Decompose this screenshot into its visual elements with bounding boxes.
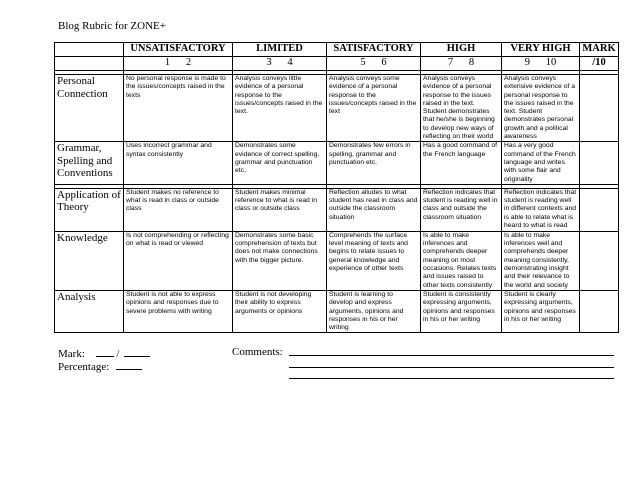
percentage-blank[interactable] bbox=[116, 359, 142, 370]
cell-mark[interactable] bbox=[580, 142, 619, 184]
cell-high: Student is consistently expressing arguments, opinions and responses in his or her writing bbox=[421, 290, 502, 332]
cell-very-high: Has a very good command of the French language and writes with some flair and originality bbox=[502, 142, 580, 184]
comments-label: Comments: bbox=[232, 346, 283, 358]
level-unsatisfactory: 1 2 bbox=[124, 57, 233, 71]
comment-line[interactable] bbox=[289, 367, 614, 368]
cell-high: Analysis conveys evidence of a personal response to the issues raised in the text. Student demonstrates that he/she is beginning to develop new ways of reflecting on their world bbox=[421, 75, 502, 142]
cell-high: Is able to make inferences and comprehends deeper meaning on most occasions. Relates texts and issues raised to other texts consistently bbox=[421, 231, 502, 290]
cell-very-high: Is able to make inferences well and comprehends deeper meaning consistently, demonstrating insight and their relevance to the world and society bbox=[502, 231, 580, 290]
cell-high: Has a good command of the French language bbox=[421, 142, 502, 184]
corner-cell bbox=[55, 43, 124, 57]
mark-score-blank[interactable] bbox=[96, 346, 114, 357]
comment-line[interactable] bbox=[289, 378, 614, 379]
header-satisfactory: SATISFACTORY bbox=[327, 43, 421, 57]
levels-row bbox=[55, 57, 619, 71]
criterion-application-of-theory: Application of Theory bbox=[55, 188, 124, 231]
cell-limited: Student makes minimal reference to what is read in class or outside class bbox=[233, 188, 327, 231]
cell-satisfactory: Comprehends the surface level meaning of texts and begins to relate issues to general knowledge and experience of other texts bbox=[327, 231, 421, 290]
cell-very-high: Student is clearly expressing arguments, opinions and responses in his or her writing bbox=[502, 290, 580, 332]
cell-limited: Student is not developing their ability to express arguments or opinions bbox=[233, 290, 327, 332]
table-row bbox=[55, 231, 619, 290]
percentage-label: Percentage: bbox=[58, 361, 110, 373]
header-row bbox=[55, 43, 619, 57]
mark-label: Mark: bbox=[58, 348, 85, 360]
table-row bbox=[55, 75, 619, 142]
cell-very-high: Analysis conveys extensive evidence of a personal response to the issues raised in the text. Student demonstrates personal growth and a political awareness bbox=[502, 75, 580, 142]
comment-line[interactable] bbox=[289, 355, 614, 356]
header-high: HIGH bbox=[421, 43, 502, 57]
criterion-personal-connection: Personal Connection bbox=[55, 75, 124, 142]
header-mark: MARK bbox=[580, 43, 619, 57]
mark-line bbox=[58, 346, 150, 360]
cell-mark[interactable] bbox=[580, 231, 619, 290]
cell-unsatisfactory: Student makes no reference to what is read in class or outside class bbox=[124, 188, 233, 231]
cell-limited: Analysis conveys little evidence of a personal response to the issues/concepts raised in the text. bbox=[233, 75, 327, 142]
header-unsatisfactory: UNSATISFACTORY bbox=[124, 43, 233, 57]
level-mark: /10 bbox=[580, 57, 619, 71]
header-very-high: VERY HIGH bbox=[502, 43, 580, 57]
levels-corner-cell bbox=[55, 57, 124, 71]
level-limited: 3 4 bbox=[233, 57, 327, 71]
criterion-knowledge: Knowledge bbox=[55, 231, 124, 290]
cell-unsatisfactory: Is not comprehending or reflecting on what is read or viewed bbox=[124, 231, 233, 290]
cell-unsatisfactory: Student is not able to express opinions and responses due to severe problems with writing bbox=[124, 290, 233, 332]
page-title: Blog Rubric for ZONE+ bbox=[58, 20, 166, 32]
rubric-table bbox=[54, 42, 619, 333]
cell-high: Reflection indicates that student is reading well in class and outside the classroom situation bbox=[421, 188, 502, 231]
cell-limited: Demonstrates some basic comprehension of texts but does not make connections with the bigger picture. bbox=[233, 231, 327, 290]
table-row bbox=[55, 290, 619, 332]
level-satisfactory: 5 6 bbox=[327, 57, 421, 71]
cell-unsatisfactory: No personal response is made to the issues/concepts raised in the texts bbox=[124, 75, 233, 142]
criterion-grammar: Grammar, Spelling and Conventions bbox=[55, 142, 124, 184]
level-very-high: 9 10 bbox=[502, 57, 580, 71]
percentage-line bbox=[58, 359, 142, 373]
cell-satisfactory: Demonstrates few errors in spelling, grammar and punctuation etc. bbox=[327, 142, 421, 184]
criterion-analysis: Analysis bbox=[55, 290, 124, 332]
cell-satisfactory: Reflection alludes to what student has read in class and outside the classroom situation bbox=[327, 188, 421, 231]
table-row bbox=[55, 142, 619, 184]
cell-satisfactory: Analysis conveys some evidence of a personal response to the issues/concepts raised in the text bbox=[327, 75, 421, 142]
cell-limited: Demonstrates some evidence of correct spelling, grammar and punctuation etc. bbox=[233, 142, 327, 184]
cell-very-high: Reflection indicates that student is reading well in different contexts and is able to relate what is heard to what is read bbox=[502, 188, 580, 231]
cell-mark[interactable] bbox=[580, 75, 619, 142]
level-high: 7 8 bbox=[421, 57, 502, 71]
mark-total-blank[interactable] bbox=[124, 346, 150, 357]
table-row bbox=[55, 188, 619, 231]
cell-satisfactory: Student is learning to develop and express arguments, opinions and responses in his or her writing bbox=[327, 290, 421, 332]
header-limited: LIMITED bbox=[233, 43, 327, 57]
mark-separator: / bbox=[116, 348, 120, 360]
cell-unsatisfactory: Uses incorrect grammar and syntax consistently bbox=[124, 142, 233, 184]
cell-mark[interactable] bbox=[580, 188, 619, 231]
cell-mark[interactable] bbox=[580, 290, 619, 332]
